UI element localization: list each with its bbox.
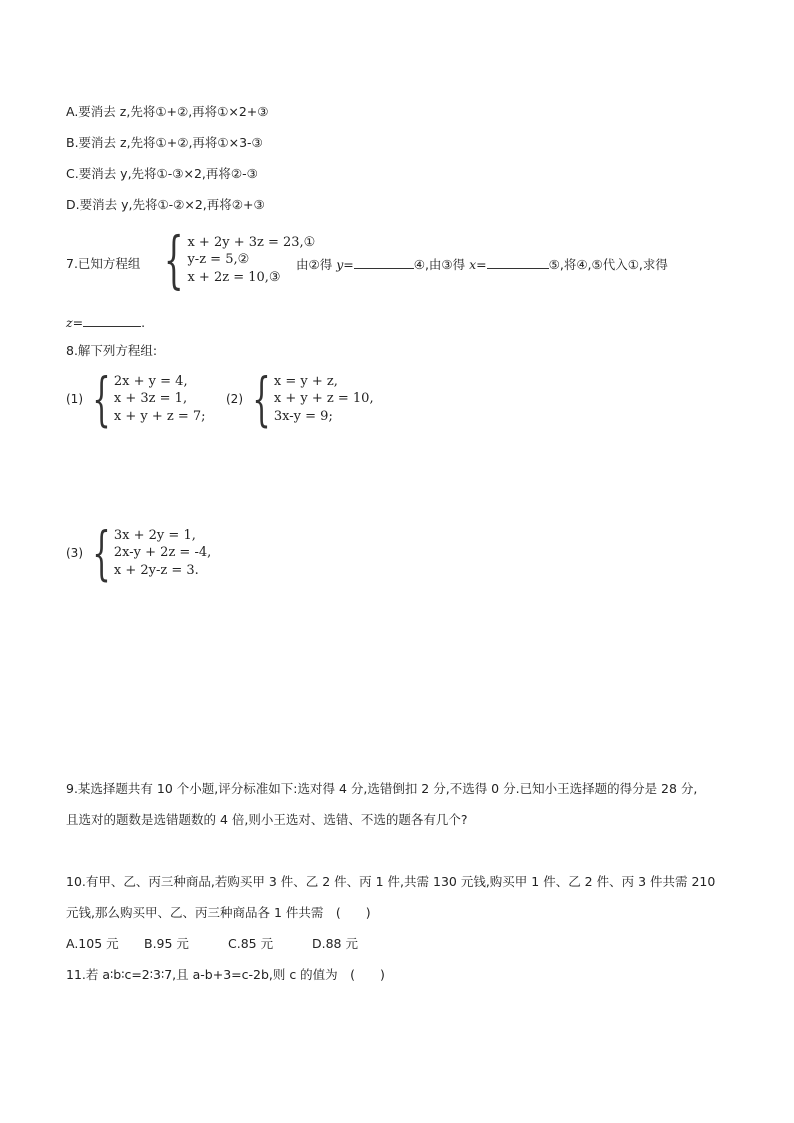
option-c: C.要消去 y,先将①-③×2,再将②-③ [66, 166, 258, 181]
q8-sys3-brace: { [92, 519, 111, 587]
q8-sys1-eq2: x + 3z = 1, [113, 391, 188, 407]
q8-sys1-brace: { [92, 365, 111, 433]
q7-part2: ④,由③得 [413, 257, 466, 272]
q7-tail [296, 256, 668, 273]
q7-y-label: y= [336, 257, 354, 272]
q7-z-line [66, 314, 145, 331]
q7-system [154, 223, 316, 296]
q10-option-b: B.95 元 [144, 936, 189, 951]
q8-sys1-equations [114, 373, 206, 426]
q7-eq3: x + 2z = 10,③ [187, 269, 281, 285]
q7-blank-z[interactable] [83, 314, 141, 327]
q7-blank-x[interactable] [487, 256, 549, 269]
q10-option-d: D.88 元 [312, 936, 358, 951]
q7-part1: 由②得 [296, 257, 333, 272]
q9-line1: 9.某选择题共有 10 个小题,评分标准如下:选对得 4 分,选错倒扣 2 分,不选得 0 分.已知小王选择题的得分是 28 分, [66, 781, 698, 796]
q10-options [66, 936, 358, 952]
q11-text: 11.若 a∶b∶c=2∶3∶7,且 a-b+3=c-2b,则 c 的值为 ( ) [66, 967, 385, 982]
q8-sys2-brace: { [252, 365, 271, 433]
q8-sys2-eq3: 3x-y = 9; [273, 408, 333, 424]
q8-sys1-eq1: 2x + y = 4, [113, 373, 188, 389]
q7-blank-y[interactable] [354, 256, 414, 269]
option-d: D.要消去 y,先将①-②×2,再将②+③ [66, 197, 265, 212]
q8-sys3-eq1: 3x + 2y = 1, [113, 527, 196, 543]
q8-sys1-label: (1) [66, 392, 83, 406]
q10-line1: 10.有甲、乙、丙三种商品,若购买甲 3 件、乙 2 件、丙 1 件,共需 130 元钱,购买甲 1 件、乙 2 件、丙 3 件共需 210 [66, 874, 716, 889]
q8-title: 8.解下列方程组: [66, 343, 158, 358]
q7-eq1: x + 2y + 3z = 23,① [187, 234, 316, 250]
q10-option-a: A.105 元 [66, 936, 119, 951]
q7-brace: { [163, 223, 184, 296]
q7-x-label: x= [469, 257, 487, 272]
q7-eq2: y-z = 5,② [187, 252, 250, 268]
option-a: A.要消去 z,先将①+②,再将①×2+③ [66, 104, 269, 119]
q8-sys3-eq3: x + 2y-z = 3. [113, 562, 199, 578]
q8-sys2-label: (2) [226, 392, 243, 406]
q10-option-c: C.85 元 [228, 936, 274, 951]
q8-sys2-eq1: x = y + z, [273, 373, 338, 389]
q7-end: . [141, 315, 146, 330]
q7-z-label: z= [66, 315, 84, 330]
q8-system-1 [66, 365, 206, 433]
q7-part3: ⑤,将④,⑤代入①,求得 [548, 257, 668, 272]
q8-system-2 [226, 365, 374, 433]
q9-line2: 且选对的题数是选错题数的 4 倍,则小王选对、选错、不选的题各有几个? [66, 812, 468, 827]
q8-sys3-eq2: 2x-y + 2z = -4, [113, 545, 212, 561]
q8-sys3-equations [114, 527, 211, 580]
q10-line2: 元钱,那么购买甲、乙、丙三种商品各 1 件共需 ( ) [66, 905, 371, 920]
q8-sys1-eq3: x + y + z = 7; [113, 408, 206, 424]
q8-sys2-eq2: x + y + z = 10, [273, 391, 374, 407]
q7-prefix: 7.已知方程组 [66, 256, 141, 271]
q8-sys3-label: (3) [66, 546, 83, 560]
q8-system-3 [66, 519, 212, 587]
q8-sys2-equations [274, 373, 374, 426]
option-b: B.要消去 z,先将①+②,再将①×3-③ [66, 135, 263, 150]
